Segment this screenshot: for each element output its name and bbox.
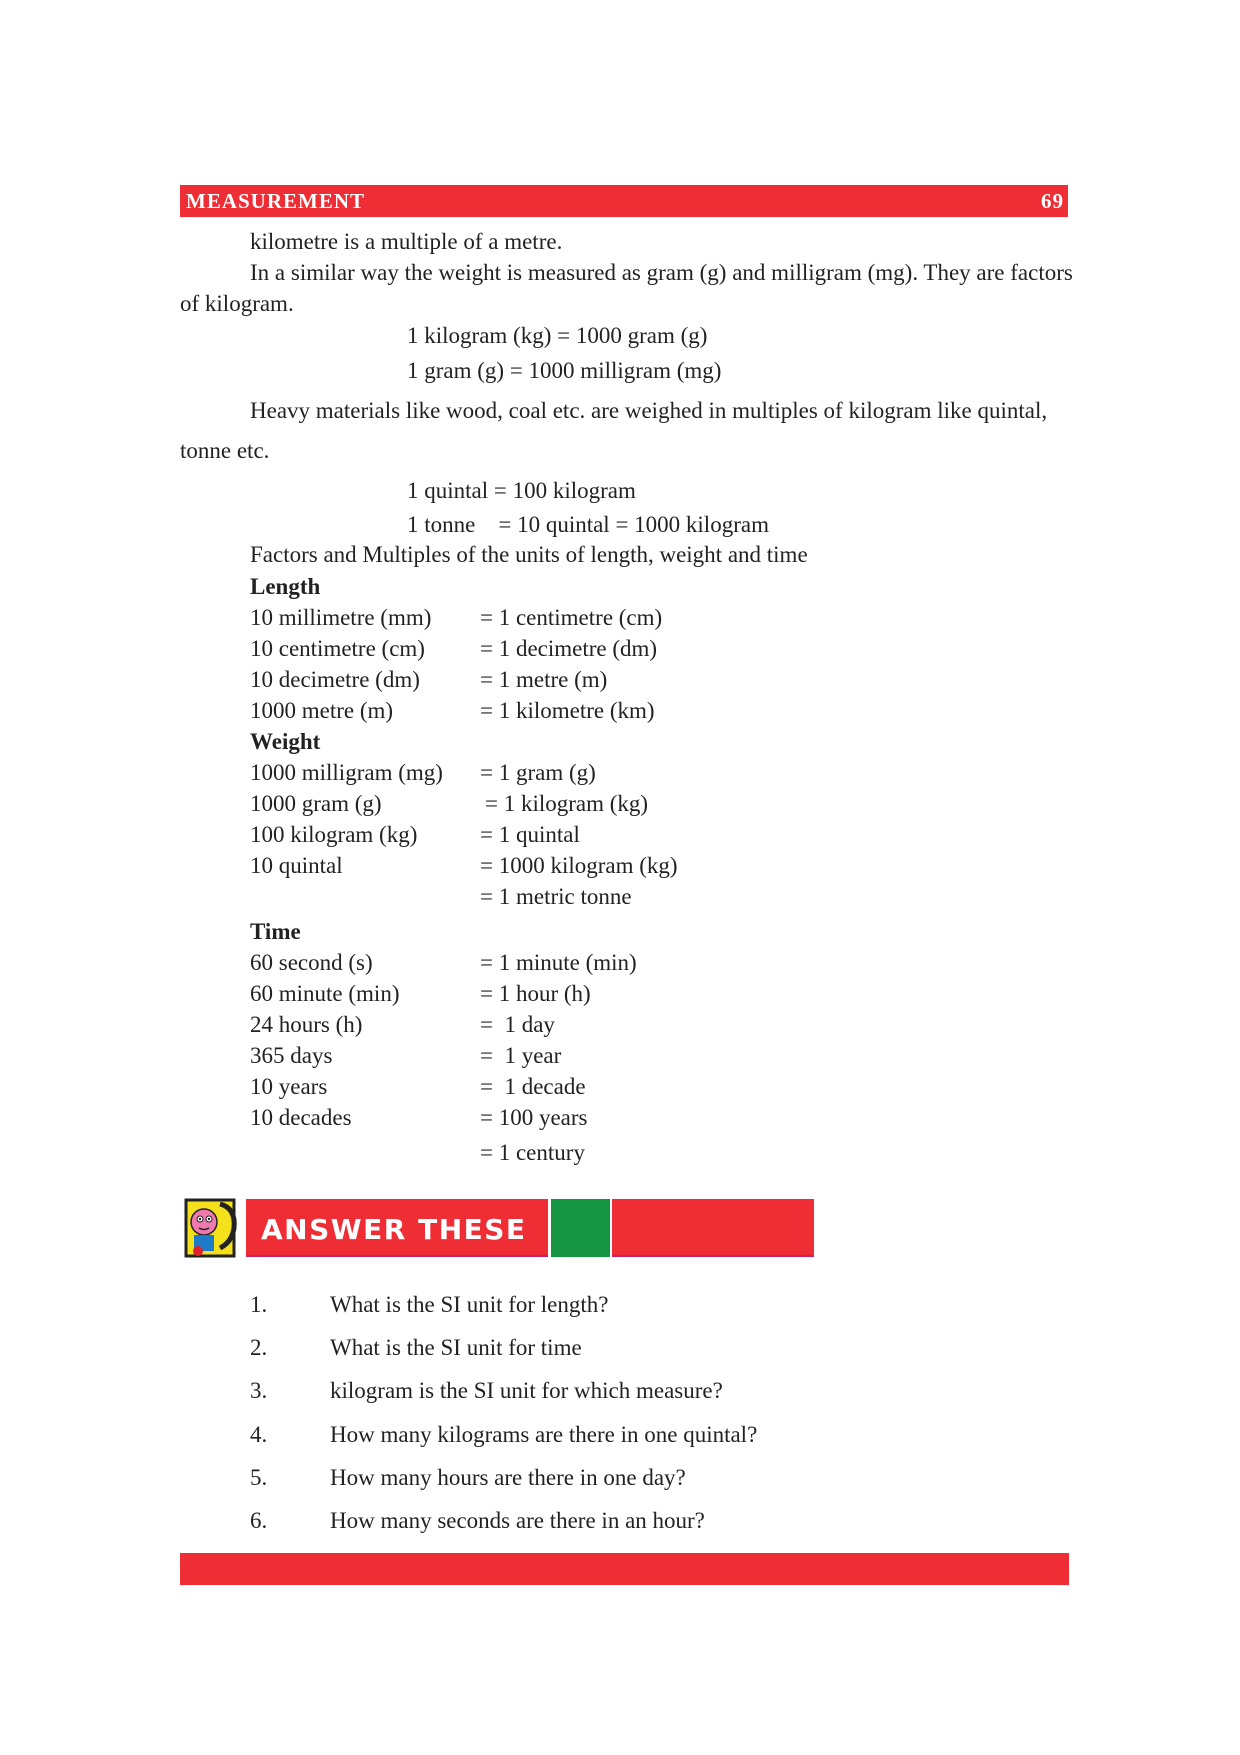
length-row-right: = 1 decimetre (dm): [480, 636, 658, 661]
weight-row-left: 100 kilogram (kg): [250, 822, 418, 847]
question-number: 2.: [250, 1335, 268, 1360]
question-text: kilogram is the SI unit for which measure?: [330, 1378, 723, 1403]
answer-these-title: ANSWER THESE: [261, 1213, 527, 1246]
question-text: What is the SI unit for length?: [330, 1292, 609, 1317]
weight-row-right: = 1 metric tonne: [480, 884, 632, 909]
length-row-right: = 1 metre (m): [480, 667, 608, 692]
time-row-left: 24 hours (h): [250, 1012, 363, 1037]
time-row-right: = 1 day: [480, 1012, 555, 1037]
chapter-title: MEASUREMENT: [186, 189, 366, 213]
weight-row-left: 1000 milligram (mg): [250, 760, 443, 785]
time-row-left: 365 days: [250, 1043, 333, 1068]
question-text: How many hours are there in one day?: [330, 1465, 686, 1490]
length-row-left: 10 millimetre (mm): [250, 605, 432, 630]
equation-gram: 1 gram (g) = 1000 milligram (mg): [407, 358, 722, 383]
time-row-right: = 100 years: [480, 1105, 588, 1130]
time-row-left: 60 minute (min): [250, 981, 400, 1006]
question-number: 4.: [250, 1422, 268, 1447]
question-number: 1.: [250, 1292, 268, 1317]
thinking-kid-icon: [184, 1198, 242, 1260]
length-heading: Length: [250, 574, 321, 599]
length-row-left: 1000 metre (m): [250, 698, 394, 723]
intro-line-3: of kilogram.: [180, 291, 294, 316]
time-row-right: = 1 year: [480, 1043, 562, 1068]
time-row-right: = 1 hour (h): [480, 981, 591, 1006]
equation-tonne: 1 tonne = 10 quintal = 1000 kilogram: [407, 512, 769, 537]
intro-line-4: Heavy materials like wood, coal etc. are weighed in multiples of kilogram like quintal,: [250, 398, 1048, 423]
length-row-right: = 1 centimetre (cm): [480, 605, 663, 630]
equation-quintal: 1 quintal = 100 kilogram: [407, 478, 636, 503]
equation-kilogram: 1 kilogram (kg) = 1000 gram (g): [407, 323, 708, 348]
time-heading: Time: [250, 919, 301, 944]
intro-line-5: tonne etc.: [180, 438, 270, 463]
intro-line-2: In a similar way the weight is measured as gram (g) and milligram (mg). They are factors: [250, 260, 1073, 285]
weight-row-right: = 1 quintal: [480, 822, 580, 847]
weight-row-right: = 1 kilogram (kg): [485, 791, 649, 816]
question-text: How many seconds are there in an hour?: [330, 1508, 705, 1533]
question-text: How many kilograms are there in one quintal?: [330, 1422, 758, 1447]
answer-banner-green: [551, 1199, 610, 1257]
length-row-left: 10 decimetre (dm): [250, 667, 420, 692]
weight-row-left: 10 quintal: [250, 853, 343, 878]
time-row-left: 60 second (s): [250, 950, 373, 975]
question-number: 6.: [250, 1508, 268, 1533]
time-row-left: 10 years: [250, 1074, 328, 1099]
question-text: What is the SI unit for time: [330, 1335, 582, 1360]
intro-line-1: kilometre is a multiple of a metre.: [250, 229, 563, 254]
answer-banner-red-right: [612, 1199, 814, 1257]
weight-heading: Weight: [250, 729, 321, 754]
weight-row-left: 1000 gram (g): [250, 791, 382, 816]
question-number: 5.: [250, 1465, 268, 1490]
time-row-right: = 1 century: [480, 1140, 585, 1165]
factors-intro: Factors and Multiples of the units of length, weight and time: [250, 542, 808, 567]
page-number: 69: [1041, 189, 1064, 213]
footer-bar: [180, 1553, 1069, 1585]
length-row-right: = 1 kilometre (km): [480, 698, 655, 723]
weight-row-right: = 1000 kilogram (kg): [480, 853, 678, 878]
time-row-right: = 1 decade: [480, 1074, 586, 1099]
question-number: 3.: [250, 1378, 268, 1403]
time-row-right: = 1 minute (min): [480, 950, 637, 975]
time-row-left: 10 decades: [250, 1105, 352, 1130]
weight-row-right: = 1 gram (g): [480, 760, 596, 785]
length-row-left: 10 centimetre (cm): [250, 636, 425, 661]
